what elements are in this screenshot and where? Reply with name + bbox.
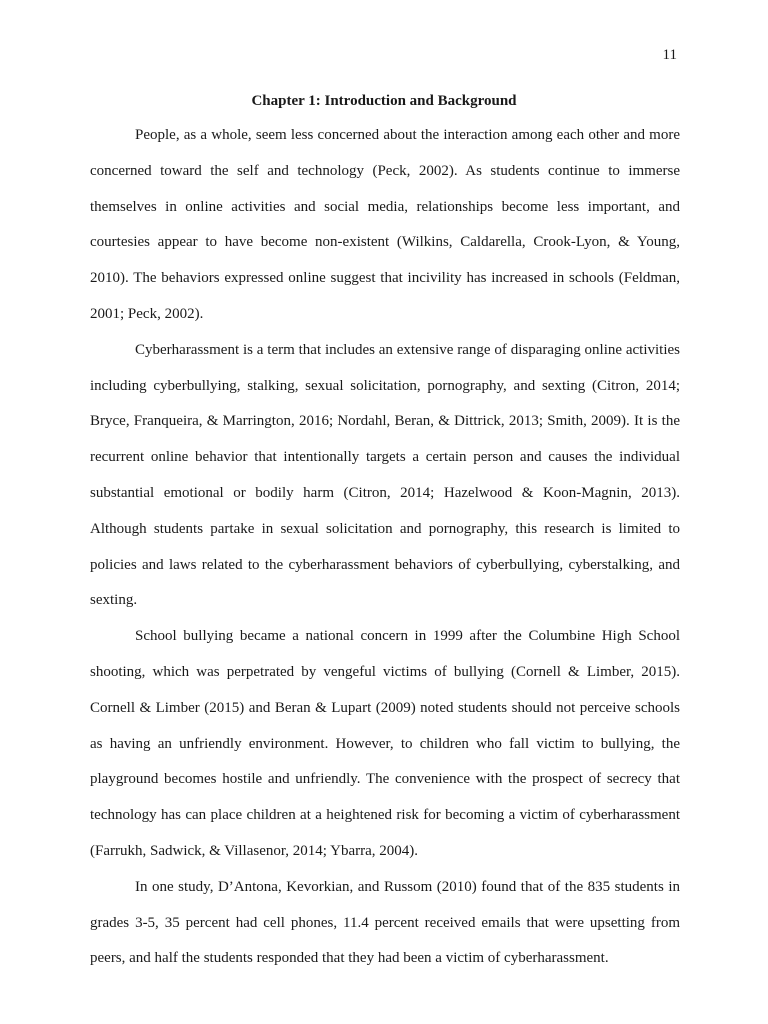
paragraph: In one study, D’Antona, Kevorkian, and Russom (2010) found that of the 835 students in grades 3-5, 35 percent had cell phones, 11.4 percent received emails that were upsetting from peers, and half the students responded that they had been a victim of cyberharassment. — [90, 878, 680, 967]
chapter-title: Chapter 1: Introduction and Background — [251, 93, 517, 109]
body-text — [90, 118, 680, 977]
paragraph: Cyberharassment is a term that includes an extensive range of disparaging online activities including cyberbullying, stalking, sexual solicitation, pornography, and sexting (Citron, 2014; Bryce, Franqueira, & Marrington, 2016; Nordahl, Beran, & Dittrick, 2013; Smith, 2009). It is the recurrent online behavior that intentionally targets a certain person and causes the individual substantial emotional or bodily harm (Citron, 2014; Hazelwood & Koon-Magnin, 2013). Although students partake in sexual solicitation and pornography, this research is limited to policies and laws related to the cyberharassment behaviors of cyberbullying, cyberstalking, and sexting. — [90, 341, 680, 609]
paragraph: People, as a whole, seem less concerned about the interaction among each other and more concerned toward the self and technology (Peck, 2002). As students continue to immerse themselves in online activities and social media, relationships become less important, and courtesies appear to have become non-existent (Wilkins, Caldarella, Crook-Lyon, & Young, 2010). The behaviors expressed online suggest that incivility has increased in schools (Feldman, 2001; Peck, 2002). — [90, 127, 680, 322]
paragraph: School bullying became a national concern in 1999 after the Columbine High School shooting, which was perpetrated by vengeful victims of bullying (Cornell & Limber, 2015). Cornell & Limber (2015) and Beran & Lupart (2009) noted students should not perceive schools as having an unfriendly environment. However, to children who fall victim to bullying, the playground becomes hostile and unfriendly. The convenience with the prospect of secrecy that technology has can place children at a heightened risk for becoming a victim of cyberharassment (Farrukh, Sadwick, & Villasenor, 2014; Ybarra, 2004). — [90, 628, 680, 859]
page-number: 11 — [662, 47, 677, 63]
